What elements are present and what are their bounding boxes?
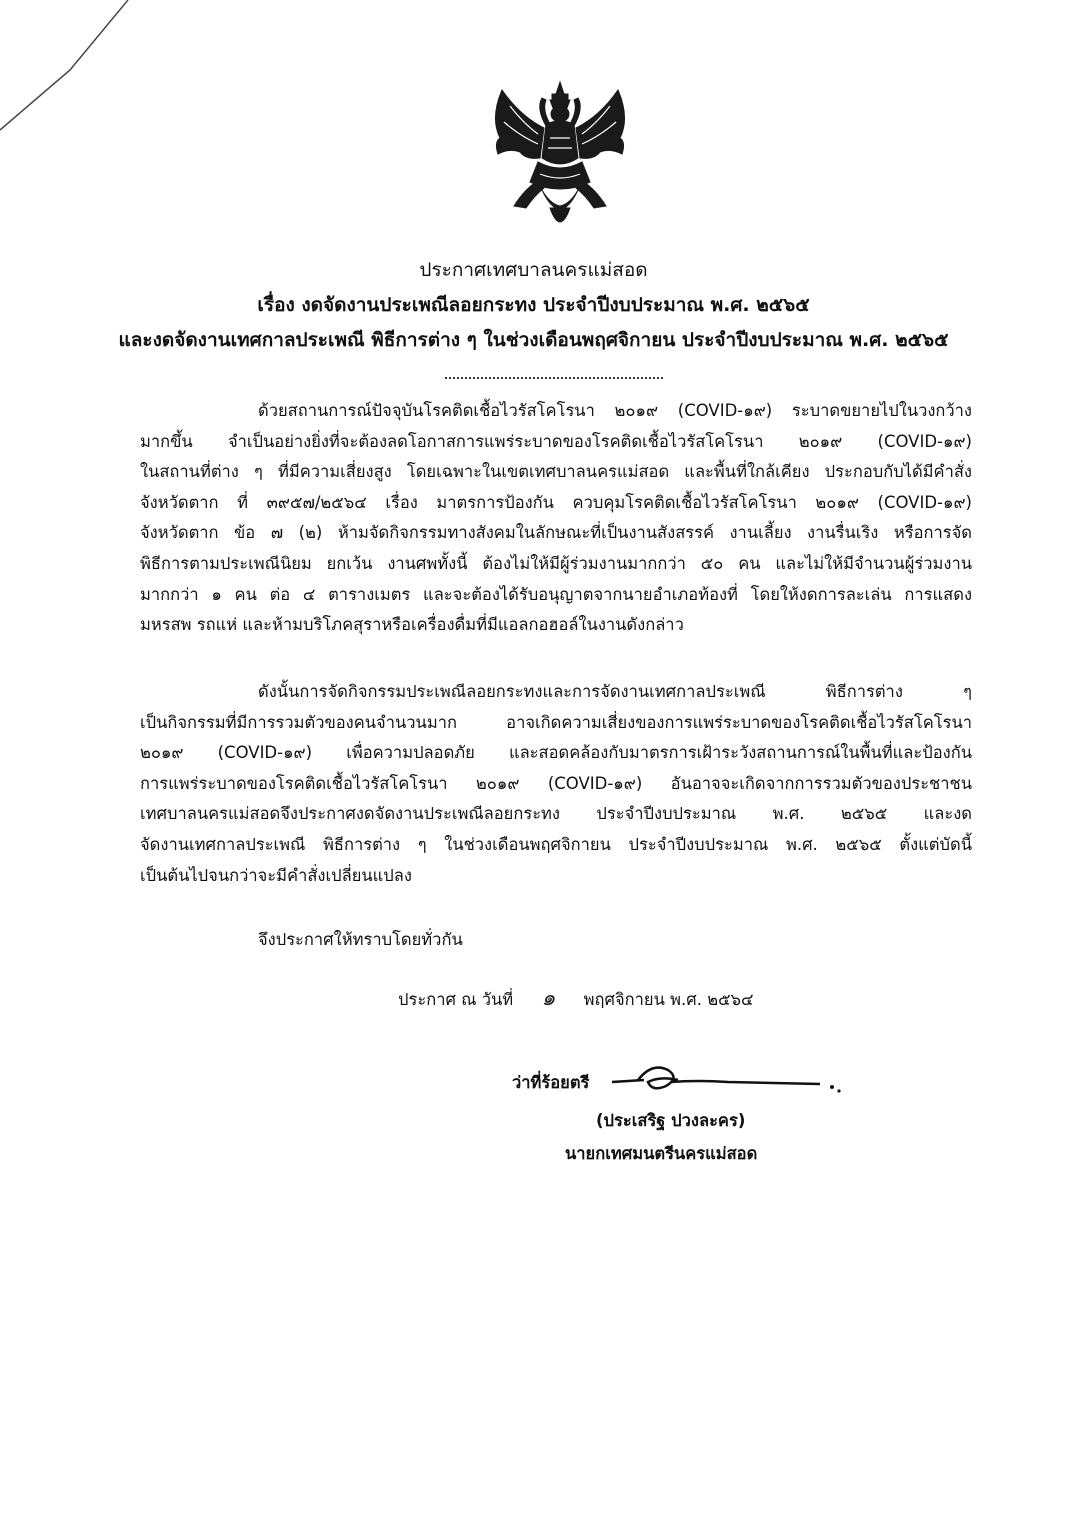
- paragraph-2-line: เป็นต้นไปจนกว่าจะมีคำสั่งเปลี่ยนแปลง: [140, 865, 412, 885]
- announcement-date: [398, 983, 754, 1015]
- paragraph-2: [140, 677, 972, 891]
- paragraph-1-line: มากขึ้น จำเป็นอย่างยิ่งที่จะต้องลดโอกาสการแพร่ระบาดของโรคติดเชื้อไวรัสโคโรนา ๒๐๑๙ (COVID-๑๙): [140, 431, 972, 451]
- paragraph-1-line: จังหวัดตาก ที่ ๓๙๕๗/๒๕๖๔ เรื่อง มาตรการป้องกัน ควบคุมโรคติดเชื้อไวรัสโคโรนา ๒๐๑๙ (COVID-๑๙): [140, 492, 972, 512]
- paragraph-1-line: ในสถานที่ต่าง ๆ ที่มีความเสี่ยงสูง โดยเฉพาะในเขตเทศบาลนครแม่สอด และพื้นที่ใกล้เคียง ประกอบกับได้มีคำสั่ง: [140, 462, 972, 482]
- paragraph-2-line: เทศบาลนครแม่สอดจึงประกาศงดจัดงานประเพณีลอยกระทง ประจำปีงบประมาณ พ.ศ. ๒๕๖๕ และงด: [140, 804, 972, 824]
- announcement-heading: [60, 253, 1007, 358]
- signatory-name: (ประเสริฐ ปวงละคร): [596, 1111, 746, 1130]
- scan-corner-mark: [0, 0, 140, 140]
- paragraph-1-line: จังหวัดตาก ข้อ ๗ (๒) ห้ามจัดกิจกรรมทางสังคมในลักษณะที่เป็นงานสังสรรค์ งานเลี้ยง งานรื่นเริง หรือการจัด: [140, 523, 972, 543]
- handwritten-signature: [608, 1058, 848, 1098]
- signatory-rank: ว่าที่ร้อยตรี: [512, 1073, 590, 1092]
- subject-line-2: และงดจัดงานเทศกาลประเพณี พิธีการต่าง ๆ ในช่วงเดือนพฤศจิกายน ประจำปีงบประมาณ พ.ศ. ๒๕๖๕: [118, 329, 949, 351]
- closing-statement: จึงประกาศให้ทราบโดยทั่วกัน: [258, 930, 463, 949]
- paragraph-1-line: มากกว่า ๑ คน ต่อ ๔ ตารางเมตร และจะต้องได้รับอนุญาตจากนายอำเภอท้องที่ โดยให้งดการละเล่น การแสดง: [140, 584, 972, 604]
- paragraph-2-line: เป็นกิจกรรมที่มีการรวมตัวของคนจำนวนมาก อาจเกิดความเสี่ยงของการแพร่ระบาดของโรคติดเชื้อไวรัสโคโรนา: [140, 712, 972, 732]
- date-suffix: พฤศจิกายน พ.ศ. ๒๕๖๔: [583, 990, 754, 1009]
- garuda-emblem-icon: [480, 78, 640, 238]
- paragraph-1: [140, 396, 972, 641]
- paragraph-1-line: ด้วยสถานการณ์ปัจจุบันโรคติดเชื้อไวรัสโคโรนา ๒๐๑๙ (COVID-๑๙) ระบาดขยายไปในวงกว้าง: [258, 401, 972, 420]
- dotted-divider: [445, 365, 663, 379]
- paragraph-2-line: จัดงานเทศกาลประเพณี พิธีการต่าง ๆ ในช่วงเดือนพฤศจิกายน ประจำปีงบประมาณ พ.ศ. ๒๕๖๕ ตั้งแต่บัดนี้: [140, 834, 972, 854]
- paragraph-2-line: การแพร่ระบาดของโรคติดเชื้อไวรัสโคโรนา ๒๐๑๙ (COVID-๑๙) อันอาจจะเกิดจากการรวมตัวของประชาชน: [140, 773, 972, 793]
- paragraph-1-line: พิธีการตามประเพณีนิยม ยกเว้น งานศพทั้งนี้ ต้องไม่ให้มีผู้ร่วมงานมากกว่า ๕๐ คน และไม่ให้มีจำนวนผู้ร่วมงาน: [140, 553, 972, 573]
- signatory-position: นายกเทศมนตรีนครแม่สอด: [565, 1144, 758, 1163]
- subject-line-1: เรื่อง งดจัดงานประเพณีลอยกระทง ประจำปีงบประมาณ พ.ศ. ๒๕๖๕: [257, 294, 810, 316]
- date-prefix: ประกาศ ณ วันที่: [398, 990, 514, 1009]
- paragraph-2-line: ดังนั้นการจัดกิจกรรมประเพณีลอยกระทงและการจัดงานเทศกาลประเพณี พิธีการต่าง ๆ: [258, 682, 972, 701]
- date-day-handwritten: ๑: [541, 985, 556, 1010]
- announcement-title: ประกาศเทศบาลนครแม่สอด: [419, 259, 648, 281]
- paragraph-2-line: ๒๐๑๙ (COVID-๑๙) เพื่อความปลอดภัย และสอดคล้องกับมาตรการเฝ้าระวังสถานการณ์ในพื้นที่และป้องกัน: [140, 743, 972, 763]
- paragraph-1-line: มหรสพ รถแห่ และห้ามบริโภคสุราหรือเครื่องดื่มที่มีแอลกอฮอล์ในงานดังกล่าว: [140, 615, 684, 635]
